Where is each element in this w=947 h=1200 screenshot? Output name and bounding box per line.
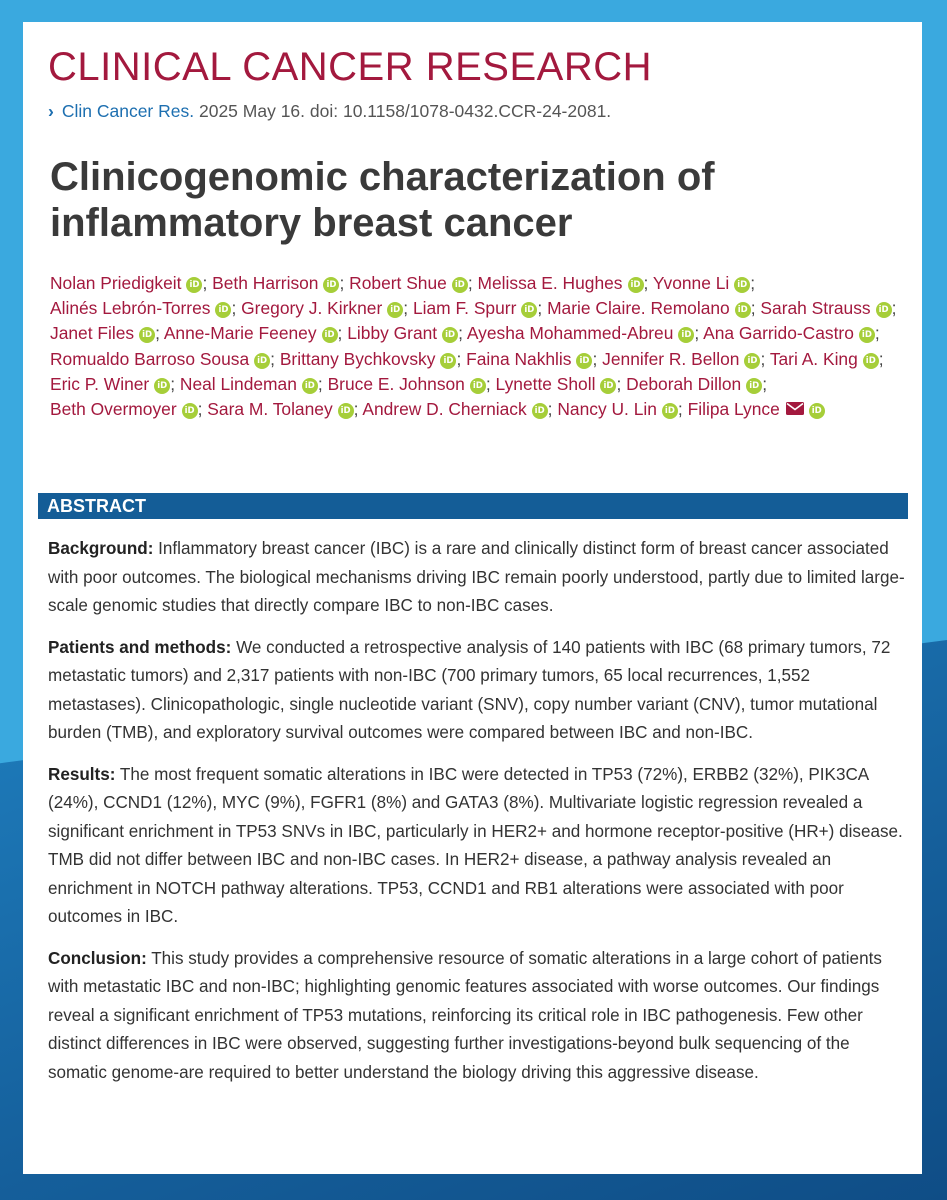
author-name-link[interactable]: Bruce E. Johnson xyxy=(327,373,465,394)
author-item xyxy=(478,273,649,293)
envelope-icon[interactable] xyxy=(786,402,804,415)
author-name-link[interactable]: Beth Overmoyer xyxy=(50,399,177,420)
author-item xyxy=(467,323,699,343)
journal-link[interactable]: Clin Cancer Res. xyxy=(61,101,195,121)
abstract-body xyxy=(48,535,908,1100)
author-item xyxy=(50,323,160,343)
author-separator: ; xyxy=(762,373,768,394)
author-name-link[interactable]: Gregory J. Kirkner xyxy=(241,298,383,319)
author-item xyxy=(688,399,825,419)
author-separator: ; xyxy=(547,399,553,420)
journal-name: CLINICAL CANCER RESEARCH xyxy=(48,45,652,89)
author-item xyxy=(547,298,756,318)
author-separator: ; xyxy=(467,273,473,293)
orcid-icon[interactable]: iD xyxy=(322,327,338,343)
abstract-section-background xyxy=(48,535,908,621)
section-label: Patients and methods: xyxy=(48,637,232,657)
orcid-icon[interactable]: iD xyxy=(338,403,354,419)
orcid-icon[interactable]: iD xyxy=(678,327,694,343)
author-item xyxy=(466,349,597,369)
author-name-link[interactable]: Neal Lindeman xyxy=(179,373,297,394)
author-separator: ; xyxy=(317,373,323,394)
orcid-icon[interactable]: iD xyxy=(600,378,616,394)
author-separator: ; xyxy=(155,323,160,344)
author-separator: ; xyxy=(339,273,345,293)
author-name-link[interactable]: Libby Grant xyxy=(347,323,438,344)
author-item xyxy=(703,323,880,343)
article-card xyxy=(23,22,922,1174)
author-name-link[interactable]: Beth Harrison xyxy=(212,273,319,293)
orcid-icon[interactable]: iD xyxy=(470,378,486,394)
orcid-icon[interactable]: iD xyxy=(521,302,537,318)
orcid-icon[interactable]: iD xyxy=(576,353,592,369)
author-separator: ; xyxy=(643,273,649,293)
orcid-icon[interactable]: iD xyxy=(139,327,155,343)
author-separator: ; xyxy=(891,298,897,319)
author-separator: ; xyxy=(878,348,884,369)
author-separator: ; xyxy=(677,399,683,420)
author-name-link[interactable]: Faina Nakhlis xyxy=(466,348,572,369)
orcid-icon[interactable]: iD xyxy=(442,327,458,343)
author-name-link[interactable]: Brittany Bychkovsky xyxy=(279,348,436,369)
article-title: Clinicogenomic characterization of inflammatory breast cancer xyxy=(50,155,715,245)
orcid-icon[interactable]: iD xyxy=(863,353,879,369)
author-name-link[interactable]: Nolan Priedigkeit xyxy=(50,273,182,293)
orcid-icon[interactable]: iD xyxy=(735,302,751,318)
author-item xyxy=(362,399,552,419)
author-name-link[interactable]: Lynette Sholl xyxy=(495,373,596,394)
author-item xyxy=(50,298,236,318)
author-separator: ; xyxy=(170,373,176,394)
author-item xyxy=(164,323,343,343)
author-name-link[interactable]: Tari A. King xyxy=(769,348,858,369)
orcid-icon[interactable]: iD xyxy=(323,277,339,293)
section-text: The most frequent somatic alterations in IBC were detected in TP53 (72%), ERBB2 (32%), PIK3CA (24%), CCND1 (12%), MYC (9%), FGFR1 (8%) and GATA3 (8%). Multivariate logistic regression revealed a significant enrichment in TP53 SNVs in IBC, particularly in HER2+ and hormone receptor-positive (HR+) disease. TMB did not differ between IBC and non-IBC cases. In HER2+ disease, a pathway analysis revealed an enrichment in NOTCH pathway alterations. TP53, CCND1 and RB1 alterations were associated with poor outcomes in IBC. xyxy=(48,764,903,926)
orcid-icon[interactable]: iD xyxy=(215,302,231,318)
author-name-link[interactable]: Ayesha Mohammed-Abreu xyxy=(466,323,674,344)
author-name-link[interactable]: Melissa E. Hughes xyxy=(477,273,623,293)
author-item xyxy=(50,273,207,293)
orcid-icon[interactable]: iD xyxy=(662,403,678,419)
orcid-icon[interactable]: iD xyxy=(746,378,762,394)
author-separator: ; xyxy=(760,348,766,369)
author-name-link[interactable]: Andrew D. Cherniack xyxy=(362,399,527,420)
author-separator: ; xyxy=(874,323,880,344)
orcid-icon[interactable]: iD xyxy=(154,378,170,394)
author-name-link[interactable]: Romualdo Barroso Sousa xyxy=(50,348,250,369)
author-item xyxy=(496,374,622,394)
orcid-icon[interactable]: iD xyxy=(859,327,875,343)
author-separator: ; xyxy=(458,323,463,344)
orcid-icon[interactable]: iD xyxy=(387,302,403,318)
section-label: Background: xyxy=(48,539,154,558)
section-label: Results: xyxy=(48,764,116,784)
author-name-link[interactable]: Janet Files xyxy=(50,323,135,344)
orcid-icon[interactable]: iD xyxy=(254,353,270,369)
author-separator: ; xyxy=(616,373,622,394)
author-name-link[interactable]: Sarah Strauss xyxy=(760,298,871,319)
orcid-icon[interactable]: iD xyxy=(532,403,548,419)
section-text: We conducted a retrospective analysis of 140 patients with IBC (68 primary tumors, 72 metastatic tumors) and 2,317 patients with non-IBC (700 primary tumors, 65 local recurrences, 1,552 metastases). Clinicopathologic, single nucleotide variant (SNV), copy number variant (CNV), tumor mutational burden (TMB), and exploratory survival outcomes were compared between IBC and non-IBC. xyxy=(48,637,891,742)
author-separator: ; xyxy=(337,323,343,344)
author-separator: ; xyxy=(537,298,543,319)
author-item xyxy=(626,374,767,394)
abstract-section-methods xyxy=(48,634,908,748)
author-name-link[interactable]: Deborah Dillon xyxy=(626,373,742,394)
orcid-icon[interactable]: iD xyxy=(182,403,198,419)
abstract-section-conclusion xyxy=(48,945,908,1088)
author-item xyxy=(347,323,463,343)
section-text: Inflammatory breast cancer (IBC) is a rare and clinically distinct form of breast cancer associated with poor outcomes. The biological mechanisms driving IBC remain poorly understood, partly due to limited large-scale genomic studies that directly compare IBC to non-IBC cases. xyxy=(48,539,905,615)
author-name-link[interactable]: Yvonne Li xyxy=(652,273,730,293)
author-item xyxy=(413,298,542,318)
orcid-icon[interactable]: iD xyxy=(734,277,750,293)
section-text: This study provides a comprehensive resource of somatic alterations in a large cohort of patients with metastatic IBC and non-IBC; highlighting genomic features associated with worse outcomes. Our findings reveal a significant enrichment of TP53 mutations, reinforcing its critical role in IBC pathogenesis. Few other distinct differences in IBC were observed, suggesting further investigations-beyond bulk sequencing of the somatic genome-are required to better understand the biology driving this aggressive disease. xyxy=(48,948,882,1082)
author-item xyxy=(653,273,755,293)
author-item xyxy=(241,298,408,318)
author-name-link[interactable]: Jennifer R. Bellon xyxy=(602,348,740,369)
author-list xyxy=(50,271,910,422)
author-item xyxy=(207,399,358,419)
author-separator: ; xyxy=(197,399,203,420)
author-separator: ; xyxy=(353,399,359,420)
orcid-icon[interactable]: iD xyxy=(302,378,318,394)
author-name-link[interactable]: Eric P. Winer xyxy=(50,373,150,394)
author-item xyxy=(50,399,202,419)
author-item xyxy=(50,349,275,369)
author-item xyxy=(280,349,461,369)
author-name-link[interactable]: Sara M. Tolaney xyxy=(207,399,333,420)
orcid-icon[interactable]: iD xyxy=(744,353,760,369)
orcid-icon[interactable]: iD xyxy=(628,277,644,293)
author-separator: ; xyxy=(403,298,409,319)
author-name-link[interactable]: Marie Claire. Remolano xyxy=(547,298,730,319)
author-name-link[interactable]: Liam F. Spurr xyxy=(412,298,517,319)
author-separator: ; xyxy=(231,298,237,319)
author-name-link[interactable]: Filipa Lynce xyxy=(687,399,780,420)
author-name-link[interactable]: Ana Garrido-Castro xyxy=(703,323,854,344)
author-item xyxy=(328,374,491,394)
author-item xyxy=(50,374,175,394)
author-separator: ; xyxy=(270,348,275,369)
author-item xyxy=(212,273,344,293)
abstract-section-results xyxy=(48,761,908,932)
author-name-link[interactable]: Nancy U. Lin xyxy=(557,399,657,420)
author-item xyxy=(557,399,682,419)
citation-details: 2025 May 16. doi: 10.1158/1078-0432.CCR-24-2081. xyxy=(198,101,612,121)
author-item xyxy=(349,273,473,293)
chevron-right-icon: › xyxy=(48,101,54,121)
author-name-link[interactable]: Anne-Marie Feeney xyxy=(163,323,317,344)
orcid-icon[interactable]: iD xyxy=(809,403,825,419)
author-item xyxy=(602,349,765,369)
citation-line xyxy=(48,101,611,122)
section-label: Conclusion: xyxy=(48,948,147,968)
author-separator: ; xyxy=(750,298,756,319)
author-name-link[interactable]: Alinés Lebrón-Torres xyxy=(50,298,211,319)
author-item xyxy=(760,298,896,318)
author-separator: ; xyxy=(750,273,756,293)
orcid-icon[interactable]: iD xyxy=(186,277,202,293)
author-separator: ; xyxy=(592,348,598,369)
author-item xyxy=(180,374,323,394)
orcid-icon[interactable]: iD xyxy=(440,353,456,369)
author-name-link[interactable]: Robert Shue xyxy=(349,273,447,293)
author-separator: ; xyxy=(456,348,462,369)
author-separator: ; xyxy=(202,273,208,293)
orcid-icon[interactable]: iD xyxy=(452,277,468,293)
author-separator: ; xyxy=(485,373,491,394)
abstract-heading: ABSTRACT xyxy=(38,493,908,519)
author-item xyxy=(770,349,884,369)
author-separator: ; xyxy=(694,323,700,344)
orcid-icon[interactable]: iD xyxy=(876,302,892,318)
